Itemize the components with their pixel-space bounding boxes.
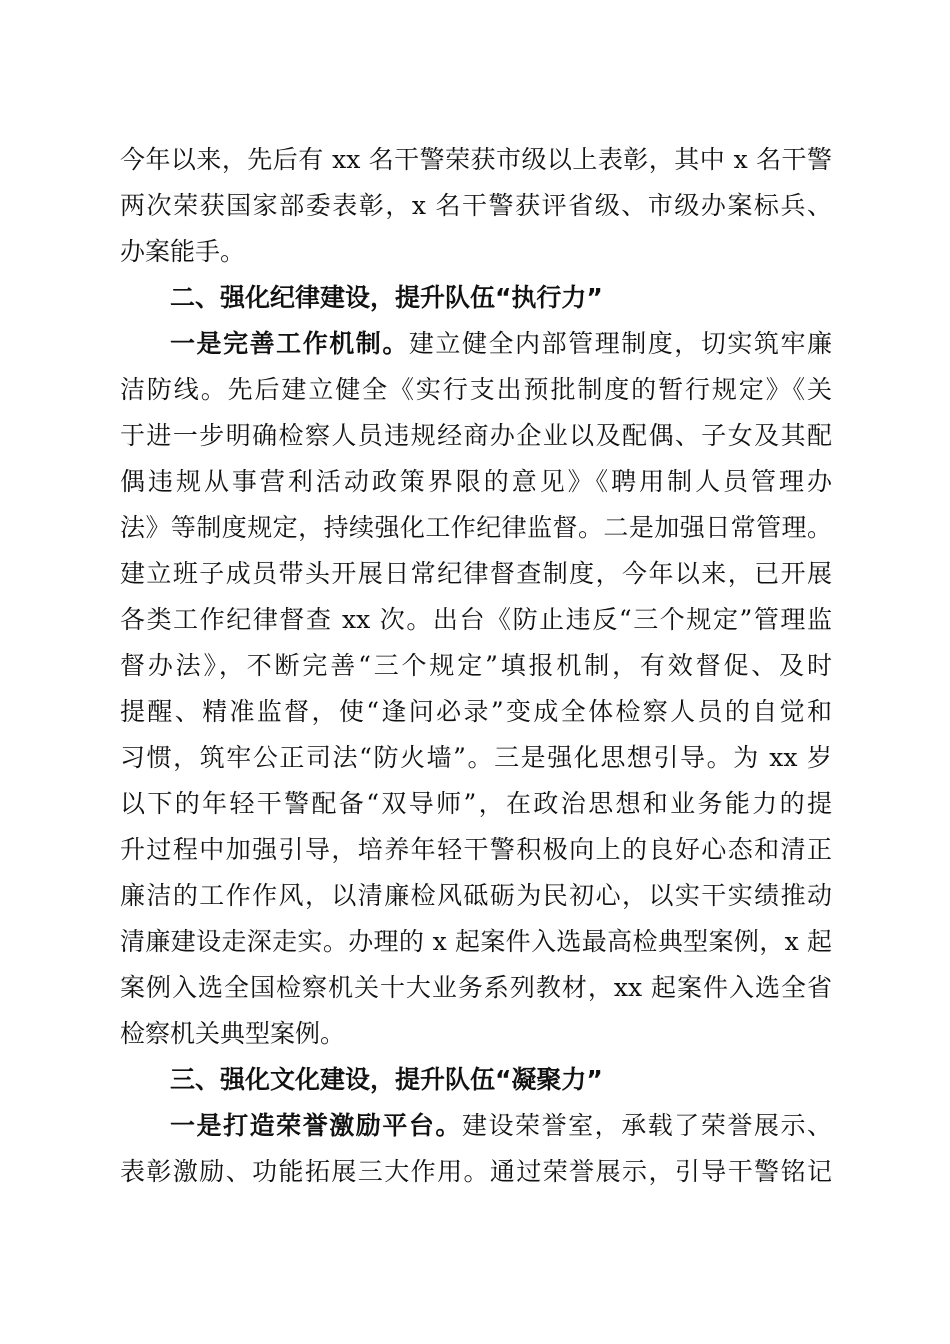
para2-line-7: 各类工作纪律督查 xx 次。出台《防止违反“三个规定”管理监 [120, 605, 832, 634]
para2-line-6: 建立班子成员带头开展日常纪律督查制度，今年以来，已开展 [120, 559, 832, 588]
para2-line-15: 案例入选全国检察机关十大业务系列教材，xx 起案件入选全省 [120, 973, 832, 1002]
para2-line-16: 检察机关典型案例。 [120, 1019, 346, 1048]
para3-lead: 一是打造荣誉激励平台。 [170, 1111, 462, 1140]
para3-line-1 [170, 1108, 832, 1144]
para2-line-9: 提醒、精准监督，使“逢问必录”变成全体检察人员的自觉和 [120, 697, 832, 726]
section-heading-2: 二、强化纪律建设，提升队伍“执行力” [170, 283, 603, 312]
para2-line-12: 升过程中加强引导，培养年轻干警积极向上的良好心态和清正 [120, 835, 832, 864]
para1-line-2: 两次荣获国家部委表彰，x 名干警获评省级、市级办案标兵、 [120, 191, 832, 220]
para2-line-5: 法》等制度规定，持续强化工作纪律监督。二是加强日常管理。 [120, 513, 832, 542]
para2-first-rest: 建立健全内部管理制度，切实筑牢廉 [408, 329, 832, 358]
para2-line-8: 督办法》，不断完善“三个规定”填报机制，有效督促、及时 [120, 651, 832, 680]
para2-line-10: 习惯，筑牢公正司法“防火墙”。三是强化思想引导。为 xx 岁 [120, 743, 832, 772]
para3-line-2: 表彰激励、功能拓展三大作用。通过荣誉展示，引导干警铭记 [120, 1157, 832, 1186]
para2-line-4: 偶违规从事营利活动政策界限的意见》《聘用制人员管理办 [120, 467, 832, 496]
para3-first-rest: 建设荣誉室，承载了荣誉展示、 [461, 1111, 832, 1140]
para2-line-2: 洁防线。先后建立健全《实行支出预批制度的暂行规定》《关 [120, 375, 832, 404]
para1-line-3: 办案能手。 [120, 237, 246, 266]
para2-line-13: 廉洁的工作作风，以清廉检风砥砺为民初心，以实干实绩推动 [120, 881, 832, 910]
para2-line-1 [170, 326, 832, 362]
para2-line-14: 清廉建设走深走实。办理的 x 起案件入选最高检典型案例，x 起 [120, 927, 832, 956]
section-heading-3: 三、强化文化建设，提升队伍“凝聚力” [170, 1065, 603, 1094]
para2-line-11: 以下的年轻干警配备“双导师”，在政治思想和业务能力的提 [120, 789, 832, 818]
para1-line-1: 今年以来，先后有 xx 名干警荣获市级以上表彰，其中 x 名干警 [120, 145, 832, 174]
para2-lead: 一是完善工作机制。 [170, 329, 409, 358]
para2-line-3: 于进一步明确检察人员违规经商办企业以及配偶、子女及其配 [120, 421, 832, 450]
